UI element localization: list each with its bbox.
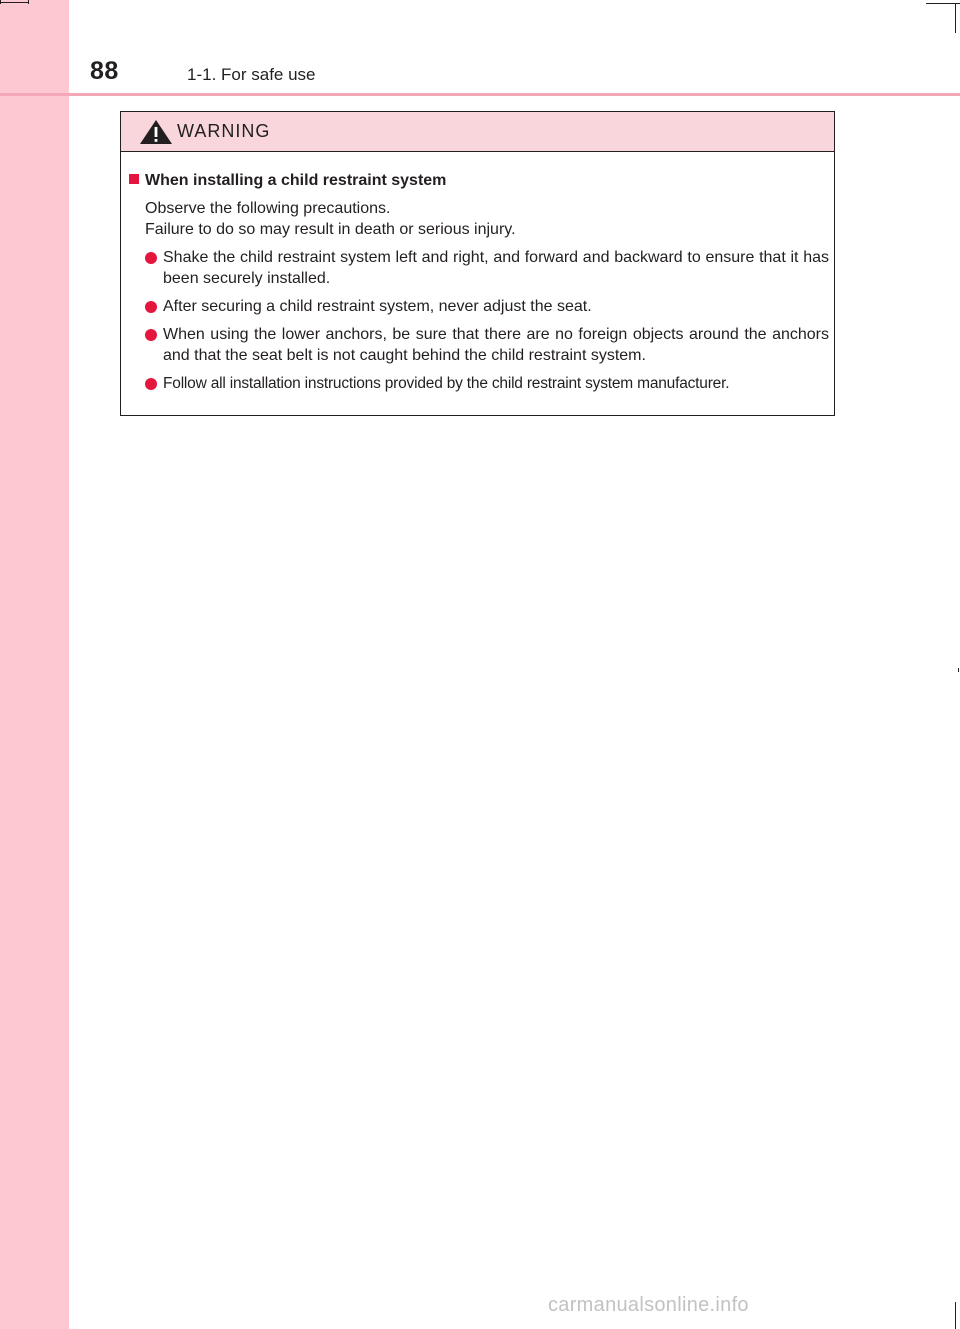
footer-watermark[interactable]: carmanualsonline.info [548,1294,749,1316]
warning-heading [129,171,446,191]
crop-mark-bottom-right-dot [958,668,959,672]
crop-mark-bottom-right-v [955,1302,956,1329]
red-dot-bullet-icon [145,252,157,264]
list-item [145,324,829,366]
list-item-text: Shake the child restraint system left and right, and forward and backward to ensure that it has been securely installed. [163,249,829,287]
list-item-text: After securing a child restraint system, never adjust the seat. [163,298,592,315]
intro-line: Observe the following precautions. [145,200,391,217]
red-dot-bullet-icon [145,329,157,341]
warning-intro [145,198,516,240]
list-item-text: Follow all installation instructions provided by the child restraint system manufacturer. [163,375,730,392]
red-dot-bullet-icon [145,301,157,313]
side-color-strip [0,0,69,1329]
list-item [145,296,829,317]
warning-label: WARNING [177,121,271,141]
square-bullet-icon [129,174,139,184]
list-item [145,373,829,394]
red-dot-bullet-icon [145,378,157,390]
warning-triangle-icon [139,119,173,145]
crop-mark-top-right-v [955,3,956,33]
section-title: 1-1. For safe use [187,65,316,84]
warning-header [121,112,834,152]
warning-box [120,111,835,416]
page-number: 88 [90,57,119,85]
list-item [145,247,829,289]
list-item-text: When using the lower anchors, be sure that there are no foreign objects around the anchors and that the seat belt is not caught behind the child restraint system. [163,326,829,364]
crop-mark-top-left-v [28,0,29,4]
crop-mark-top-left-h [0,2,28,3]
intro-line: Failure to do so may result in death or serious injury. [145,221,516,238]
header-rule [0,93,960,96]
warning-body [121,152,834,415]
warning-heading-text: When installing a child restraint system [145,172,447,189]
